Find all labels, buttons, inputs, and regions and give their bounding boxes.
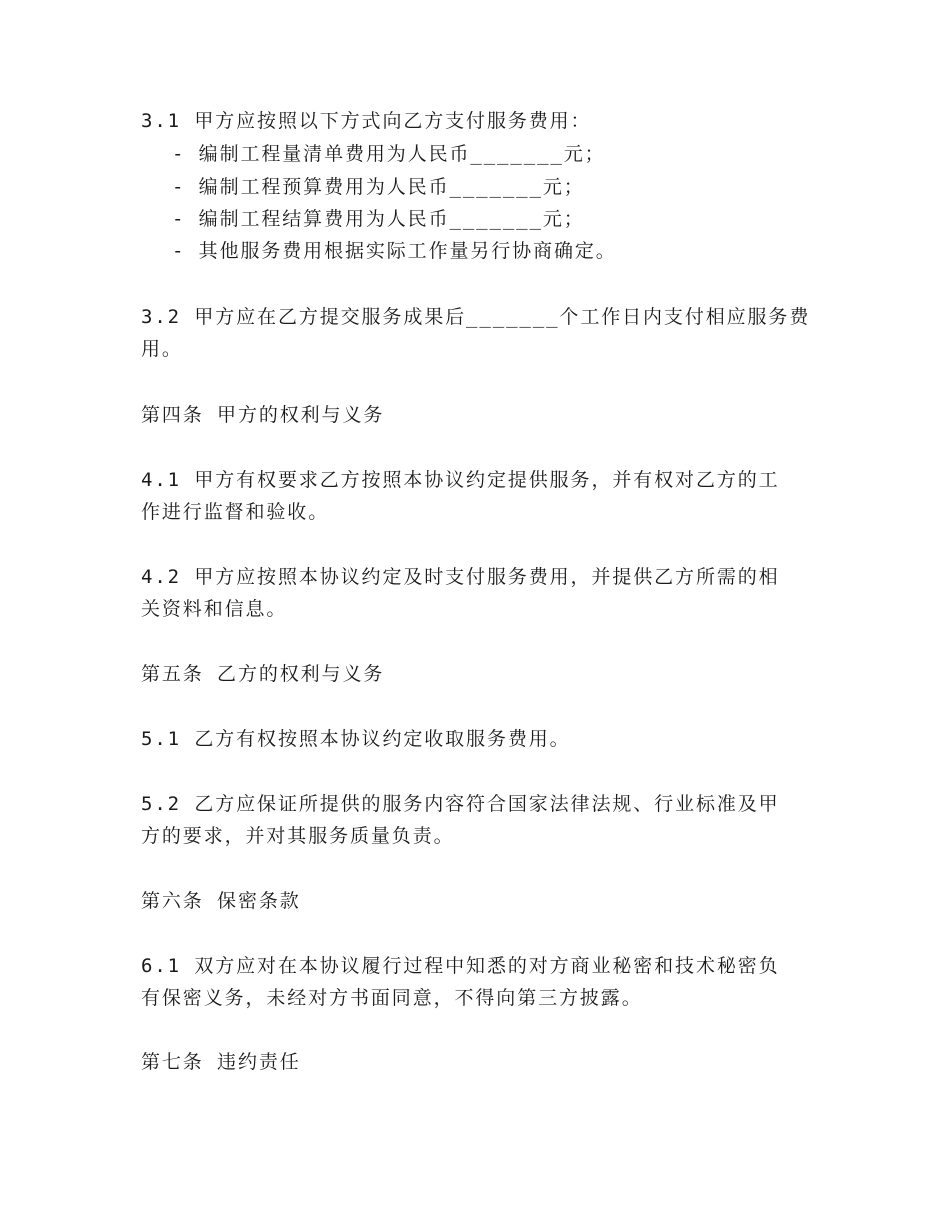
article-6-title: 第六条 保密条款	[141, 890, 301, 912]
clause-6-1-line-2: 有保密义务，未经对方书面同意，不得向第三方披露。	[141, 987, 643, 1009]
clause-3-2-line-2: 用。	[141, 338, 183, 360]
clause-4-1-line-1: 4.1 甲方有权要求乙方按照本协议约定提供服务，并有权对乙方的工	[141, 469, 780, 491]
clause-5-2-line-1: 5.2 乙方应保证所提供的服务内容符合国家法律法规、行业标准及甲	[141, 793, 780, 815]
clause-5-2-line-2: 方的要求，并对其服务质量负责。	[141, 825, 455, 847]
clause-3-1-item-2: - 编制工程预算费用为人民币_______元；	[172, 176, 585, 198]
clause-4-1-line-2: 作进行监督和验收。	[141, 501, 330, 523]
clause-6-1-line-1: 6.1 双方应对在本协议履行过程中知悉的对方商业秘密和技术秘密负	[141, 955, 780, 977]
article-4-title: 第四条 甲方的权利与义务	[141, 404, 385, 426]
clause-3-1-item-4: - 其他服务费用根据实际工作量另行协商确定。	[172, 240, 617, 262]
clause-3-2-line-1: 3.2 甲方应在乙方提交服务成果后_______个工作日内支付相应服务费	[141, 306, 811, 328]
clause-3-1-item-3: - 编制工程结算费用为人民币_______元；	[172, 208, 585, 230]
article-7-title: 第七条 违约责任	[141, 1051, 301, 1073]
clause-3-1-heading: 3.1 甲方应按照以下方式向乙方支付服务费用：	[141, 110, 592, 132]
clause-4-2-line-2: 关资料和信息。	[141, 598, 288, 620]
clause-5-1-line-1: 5.1 乙方有权按照本协议约定收取服务费用。	[141, 728, 571, 750]
clause-4-2-line-1: 4.2 甲方应按照本协议约定及时支付服务费用，并提供乙方所需的相	[141, 566, 780, 588]
clause-3-1-item-1: - 编制工程量清单费用为人民币_______元；	[172, 143, 606, 165]
article-5-title: 第五条 乙方的权利与义务	[141, 663, 385, 685]
